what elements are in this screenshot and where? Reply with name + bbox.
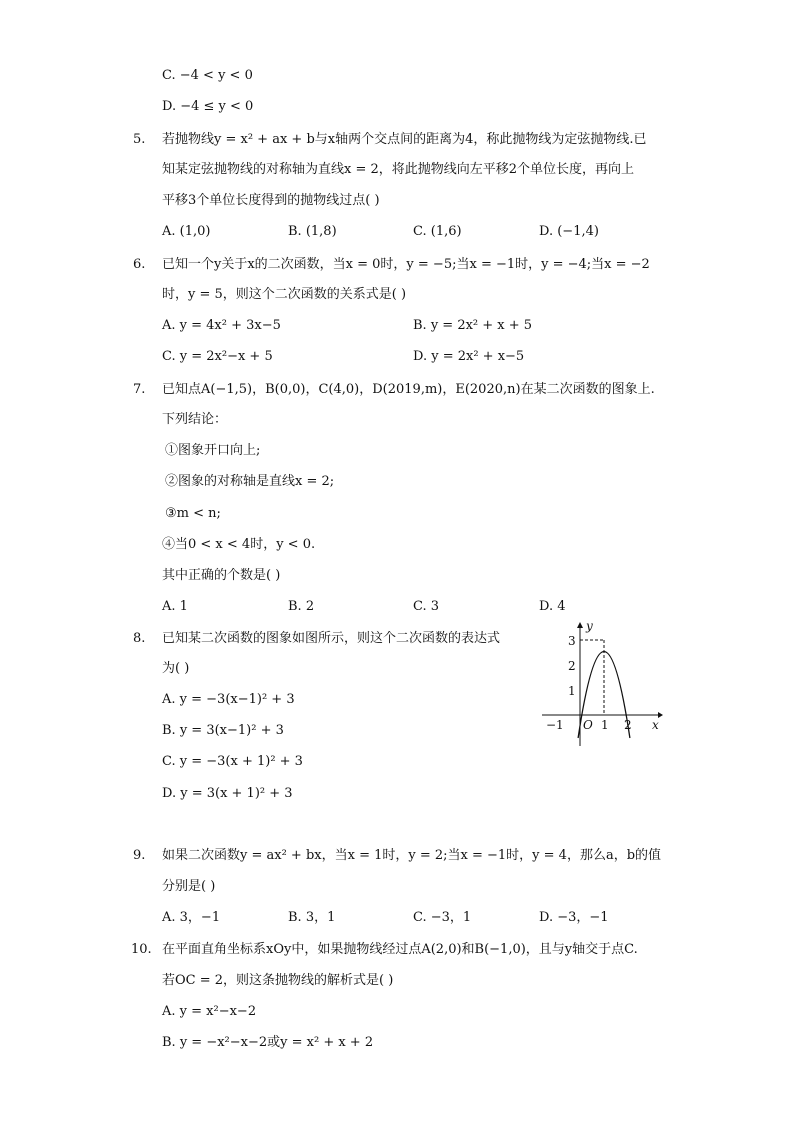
q4-option-c: C. −4 < y < 0 [162,68,253,83]
q5-line-3: 平移3个单位长度得到的抛物线过点( ) [162,193,380,208]
q9-line-2: 分别是( ) [162,879,216,894]
q7-option-c: C. 3 [413,599,440,614]
q7-line-3: 其中正确的个数是( ) [162,568,281,583]
q8-option-d: D. y = 3(x + 1)² + 3 [162,786,293,801]
q8-option-c: C. y = −3(x + 1)² + 3 [162,754,303,769]
q9-number: 9. [133,848,146,863]
q5-option-d: D. (−1,4) [539,224,599,239]
q6-option-c: C. y = 2x²−x + 5 [162,349,273,364]
q7-line-2: 下列结论： [162,412,228,427]
q5-line-2: 知某定弦抛物线的对称轴为直线x = 2，将此抛物线向左平移2个单位长度，再向上 [162,162,635,177]
y-tick-2: 2 [568,659,576,673]
q7-line-1: 已知点A(−1,5)，B(0,0)，C(4,0)，D(2019,m)，E(2020,n)在某二次函数的图象上. [162,382,655,397]
q7-statement-1: ①图象开口向上; [165,443,261,458]
q10-line-1: 在平面直角坐标系xOy中，如果抛物线经过点A(2,0)和B(−1,0)，且与y轴交于点C. [162,942,638,957]
q5-option-b: B. (1,8) [288,224,337,239]
q5-line-1: 若抛物线y = x² + ax + b与x轴两个交点间的距离为4，称此抛物线为定弦抛物线.已 [162,132,647,147]
q6-line-1: 已知一个y关于x的二次函数，当x = 0时，y = −5;当x = −1时，y = −4;当x = −2 [162,257,650,272]
y-tick-3: 3 [568,634,576,648]
y-axis-label: y [586,620,593,633]
y-tick-1: 1 [568,684,576,698]
q7-statement-2: ②图象的对称轴是直线x = 2; [165,474,335,489]
q8-option-a: A. y = −3(x−1)² + 3 [162,692,295,707]
q4-option-d: D. −4 ≤ y < 0 [162,99,254,114]
q6-option-b: B. y = 2x² + x + 5 [413,318,533,333]
q7-option-b: B. 2 [288,599,315,614]
q8-parabola-graph [540,620,665,748]
x-tick-1: 1 [601,718,609,732]
q6-number: 6. [133,257,146,272]
x-tick-neg1: −1 [546,718,564,732]
q9-option-c: C. −3，1 [413,910,472,925]
q5-option-a: A. (1,0) [162,224,211,239]
q6-line-2: 时，y = 5，则这个二次函数的关系式是( ) [162,287,407,302]
q6-option-d: D. y = 2x² + x−5 [413,349,525,364]
q8-line-1: 已知某二次函数的图象如图所示，则这个二次函数的表达式 [162,631,501,646]
q10-option-a: A. y = x²−x−2 [162,1004,257,1019]
q10-option-b: B. y = −x²−x−2或y = x² + x + 2 [162,1035,374,1050]
q9-option-b: B. 3，1 [288,910,336,925]
q10-number: 10. [131,942,152,957]
q7-number: 7. [133,382,146,397]
origin-label: O [583,718,593,732]
x-axis-label: x [652,718,659,732]
q9-option-d: D. −3，−1 [539,910,609,925]
q7-option-d: D. 4 [539,599,566,614]
q8-line-2: 为( ) [162,661,190,676]
q9-option-a: A. 3，−1 [162,910,221,925]
q8-number: 8. [133,631,146,646]
q9-line-1: 如果二次函数y = ax² + bx，当x = 1时，y = 2;当x = −1时，y = 4，那么a，b的值 [162,848,662,863]
q7-option-a: A. 1 [162,599,188,614]
y-axis-arrow [577,622,583,628]
q5-option-c: C. (1,6) [413,224,462,239]
q10-line-2: 若OC = 2，则这条抛物线的解析式是( ) [162,973,394,988]
x-tick-2: 2 [624,718,632,732]
q8-option-b: B. y = 3(x−1)² + 3 [162,723,284,738]
q6-option-a: A. y = 4x² + 3x−5 [162,318,281,333]
q5-number: 5. [133,132,146,147]
q7-statement-3: ③m < n; [165,506,221,521]
q7-statement-4: ④当0 < x < 4时，y < 0. [162,537,316,552]
